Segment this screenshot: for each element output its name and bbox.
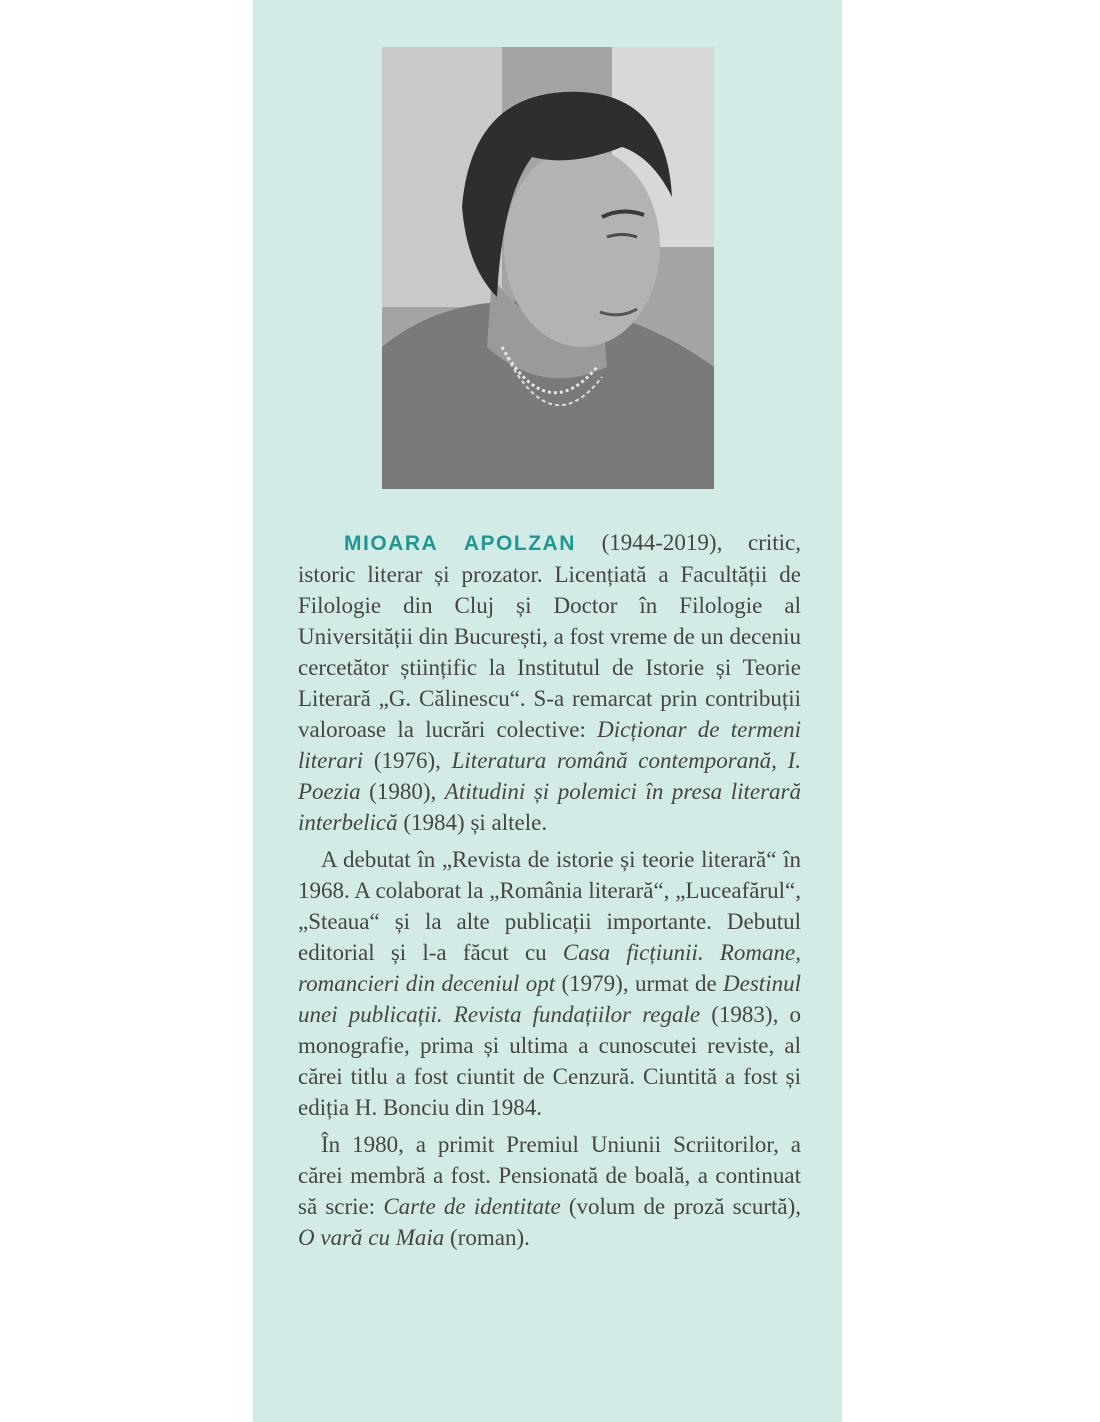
- bio-text: A debutat în „Revista de istorie și teorie literară“ în 1968. A colaborat la „România literară“, „Luceafărul“, „Steaua“ și la alte publicații importante. Debutul editorial și l-a făcut cu: [298, 847, 801, 965]
- work-title: Casa ficțiunii. Romane, romancieri din deceniul opt: [298, 940, 801, 996]
- bio-text: În 1980, a primit Premiul Uniunii Scriitorilor, a cărei membră a fost. Pensionată de boală, a continuat să scrie:: [298, 1132, 801, 1219]
- bio-text: (1976),: [363, 748, 452, 773]
- bio-paragraph-1: [298, 527, 801, 838]
- bio-text: (1979), urmat de: [555, 971, 724, 996]
- work-title: Destinul unei publicații. Revista fundațiilor regale: [298, 971, 801, 1027]
- work-title: Literatura română contemporană, I. Poezia: [298, 748, 801, 804]
- bio-text: (volum de proză scurtă),: [560, 1194, 801, 1219]
- author-years: (1944-2019): [601, 530, 717, 555]
- author-portrait-photo: [382, 47, 714, 489]
- bio-text: (1983), o monografie, prima și ultima a cunoscutei reviste, al cărei titlu a fost ciuntit de Cenzură. Ciuntită a fost și ediția H. Bonciu din 1984.: [298, 1002, 801, 1120]
- bio-text: (1980),: [360, 779, 445, 804]
- author-name: MIOARA APOLZAN: [344, 532, 576, 555]
- work-title: O vară cu Maia: [298, 1225, 445, 1250]
- author-biography: [298, 527, 801, 1259]
- bio-intro-text: , critic, istoric literar și prozator. Licențiată a Facultății de Filologie din Cluj și Doctor în Filologie al Universității din București, a fost vreme de un deceniu cercetător științific la Institutul de Istorie și Teorie Literară „G. Călinescu“. S-a remarcat prin contribuții valoroase la lucrări colective:: [298, 530, 802, 742]
- bio-text: (1984) și altele.: [397, 810, 548, 835]
- bio-paragraph-3: [298, 1129, 801, 1253]
- bio-paragraph-2: [298, 844, 801, 1123]
- work-title: Dicționar de termeni literari: [298, 717, 801, 773]
- work-title: Atitudini și polemici în presa literară interbelică: [298, 779, 801, 835]
- bio-text: (roman).: [444, 1225, 530, 1250]
- work-title: Carte de identitate: [383, 1194, 561, 1219]
